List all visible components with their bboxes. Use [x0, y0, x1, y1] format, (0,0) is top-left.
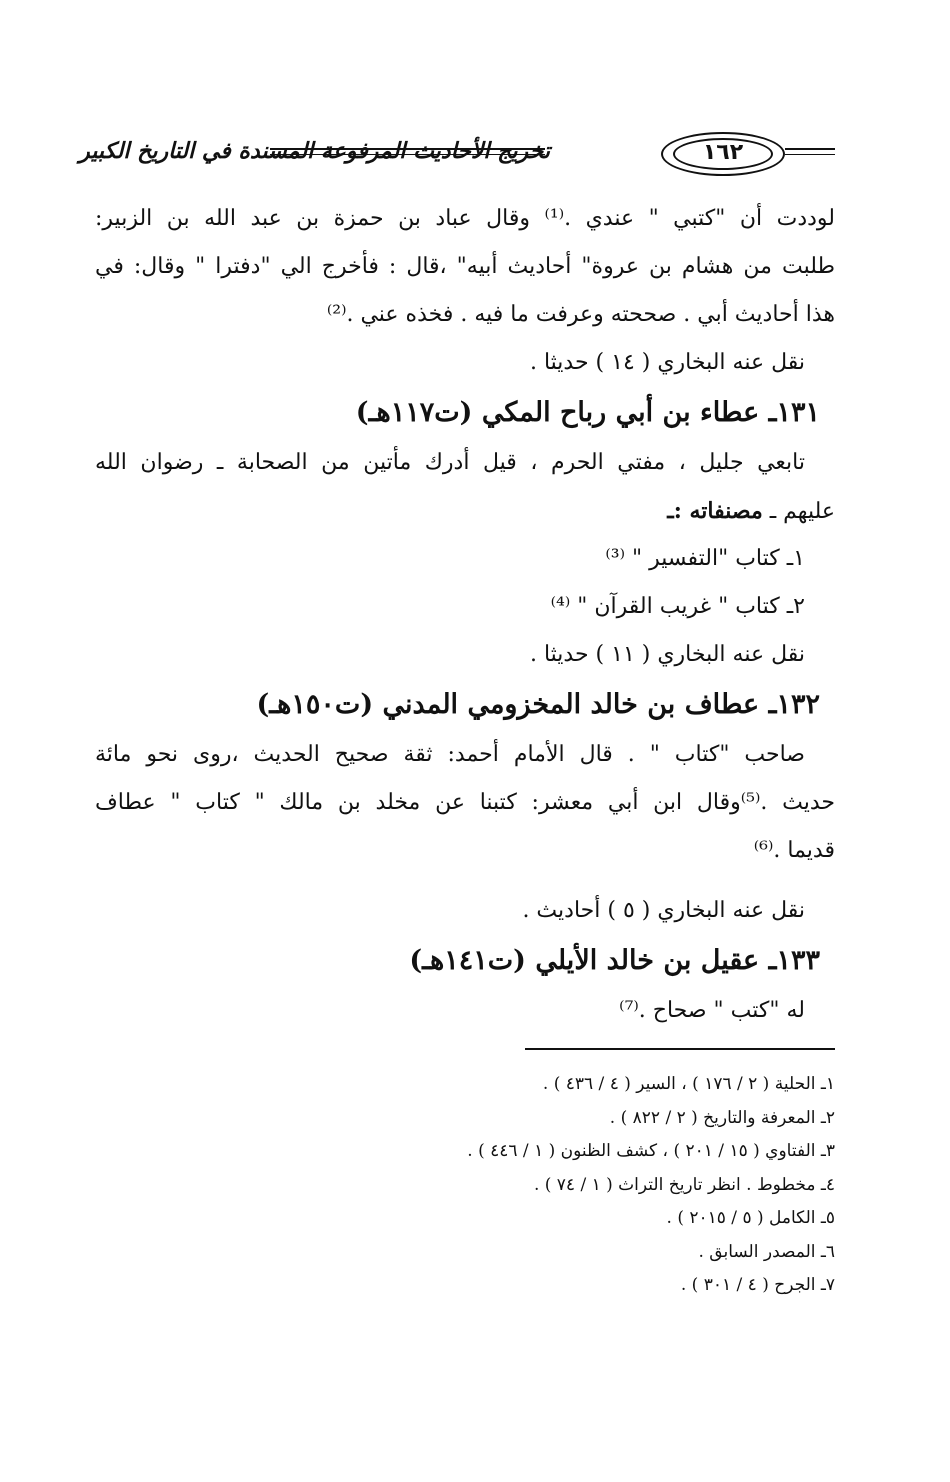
- entry-heading-131: ١٣١ـ عطاء بن أبي رباح المكي (ت١١٧هـ): [355, 397, 820, 428]
- text-line: [95, 487, 835, 535]
- text-line: نقل عنه البخاري ( ١٤ ) حديثا .: [529, 350, 805, 375]
- footnote: ٧ـ الجرح ( ٤ / ٣٠١ ) .: [680, 1275, 835, 1295]
- header-rule: [785, 148, 835, 150]
- page-header: [79, 130, 835, 186]
- footnote: ٤ـ مخطوط . انظر تاريخ التراث ( ١ / ٧٤ ) .: [533, 1174, 835, 1195]
- entry-heading-132: ١٣٢ـ عطاف بن خالد المخزومي المدني (ت١٥٠هـ): [256, 689, 820, 720]
- page-number: ١٦٢: [702, 140, 744, 165]
- running-title: تخريج الأحاديث المرفوعة المسندة في التاريخ الكبير: [79, 138, 550, 164]
- text-line: حديث .⁽⁵⁾وقال ابن أبي معشر: كتبنا عن مخلد بن مالك " كتاب " عطاف: [95, 790, 835, 815]
- text-line: نقل عنه البخاري ( ١١ ) حديثا .: [529, 642, 805, 667]
- text-line: قديما .⁽⁶⁾: [753, 838, 835, 863]
- text-line: طلبت من هشام بن عروة" أحاديث أبيه" ،قال : فأخرج الي "دفترا " وقال: في: [95, 254, 835, 279]
- footnotes: [95, 1068, 835, 1303]
- text-line: له "كتب " صحاح .⁽⁷⁾: [619, 998, 805, 1023]
- footnote-separator: [525, 1048, 835, 1050]
- text-line: هذا أحاديث أبي . صححته وعرفت ما فيه . فخذه عني .⁽²⁾: [326, 302, 835, 327]
- footnote: ٣ـ الفتاوي ( ١٥ / ٢٠١ ) ، كشف الظنون ( ١ / ٤٤٦ ) .: [467, 1141, 835, 1161]
- header-rule: [785, 154, 835, 155]
- text-line: تابعي جليل ، مفتي الحرم ، قيل أدرك مأتين من الصحابة ـ رضوان الله: [95, 450, 805, 475]
- footnote: ١ـ الحلية ( ٢ / ١٧٦ ) ، السير ( ٤ / ٤٣٦ ) .: [542, 1074, 835, 1094]
- footnote: ٥ـ الكامل ( ٥ / ٢٠١٥ ) .: [666, 1208, 835, 1228]
- text-line: صاحب "كتاب " . قال الأمام أحمد: ثقة صحيح الحديث ،روى نحو مائة: [95, 742, 805, 767]
- footnote: ٢ـ المعرفة والتاريخ ( ٢ / ٨٢٢ ) .: [609, 1107, 835, 1128]
- list-item: ١ـ كتاب "التفسير " ⁽³⁾: [605, 546, 805, 571]
- footnote: ٦ـ المصدر السابق .: [698, 1241, 835, 1262]
- works-label: مصنفاته :ـ: [667, 498, 763, 524]
- main-text: [95, 195, 835, 1035]
- text-line: لوددت أن "كتبي " عندي .⁽¹⁾ وقال عباد بن حمزة بن عبد الله بن الزبير:: [95, 206, 835, 231]
- text-span: عليهم ـ: [762, 499, 835, 524]
- text-line: نقل عنه البخاري ( ٥ ) أحاديث .: [522, 898, 805, 923]
- entry-heading-133: ١٣٣ـ عقيل بن خالد الأيلي (ت١٤١هـ): [409, 945, 820, 976]
- list-item: ٢ـ كتاب " غريب القرآن " ⁽⁴⁾: [550, 594, 805, 619]
